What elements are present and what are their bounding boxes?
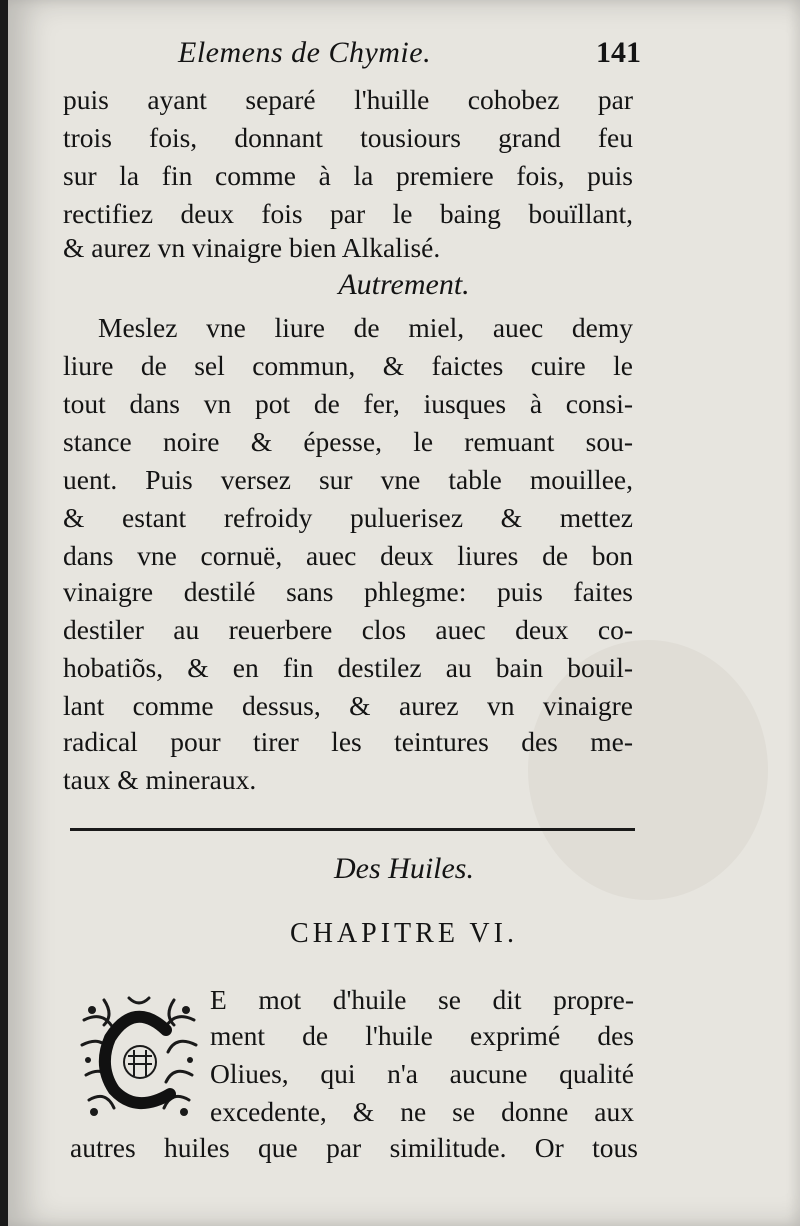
text-line: stance noire & épesse, le remuant sou- [63, 426, 633, 457]
text-line: radical pour tirer les teintures des me- [63, 726, 633, 757]
text-line: lant comme dessus, & aurez vn vinaigre [63, 690, 633, 721]
running-head [66, 36, 641, 84]
subheading: Autrement. [338, 268, 470, 301]
text-line: Meslez vne liure de miel, auec demy [98, 312, 633, 343]
text-line: rectifiez deux fois par le baing bouïllant, [63, 198, 633, 229]
text-line: taux & mineraux. [63, 764, 257, 795]
running-title: Elemens de Chymie. [178, 36, 432, 69]
page-number: 141 [596, 36, 641, 69]
text-line: & estant refroidy puluerisez & mettez [63, 502, 633, 533]
section-title: Des Huiles. [334, 852, 474, 885]
text-line: liure de sel commun, & faictes cuire le [63, 350, 633, 381]
text-line: tout dans vn pot de fer, iusques à consi- [63, 388, 633, 419]
text-line: destiler au reuerbere clos auec deux co- [63, 614, 633, 645]
text-line: ment de l'huile exprimé des [210, 1020, 634, 1051]
chapter-title: CHAPITRE VI. [290, 918, 518, 949]
book-page [8, 0, 800, 1226]
section-divider [70, 828, 635, 831]
text-line: hobatiõs, & en fin destilez au bain bouil- [63, 652, 633, 683]
text-line: trois fois, donnant tousiours grand feu [63, 122, 633, 153]
text-line: vinaigre destilé sans phlegme: puis faites [63, 576, 633, 607]
text-line: puis ayant separé l'huille cohobez par [63, 84, 633, 115]
text-line: dans vne cornuë, auec deux liures de bon [63, 540, 633, 571]
text-line: Oliues, qui n'a aucune qualité [210, 1058, 634, 1089]
decorated-initial-c-icon [74, 990, 204, 1120]
text-line: & aurez vn vinaigre bien Alkalisé. [63, 232, 441, 263]
text-line: autres huiles que par similitude. Or tous [70, 1132, 638, 1163]
text-line: E mot d'huile se dit propre- [210, 984, 634, 1015]
text-line: excedente, & ne se donne aux [210, 1096, 634, 1127]
text-line: sur la fin comme à la premiere fois, puis [63, 160, 633, 191]
text-line: uent. Puis versez sur vne table mouillee, [63, 464, 633, 495]
